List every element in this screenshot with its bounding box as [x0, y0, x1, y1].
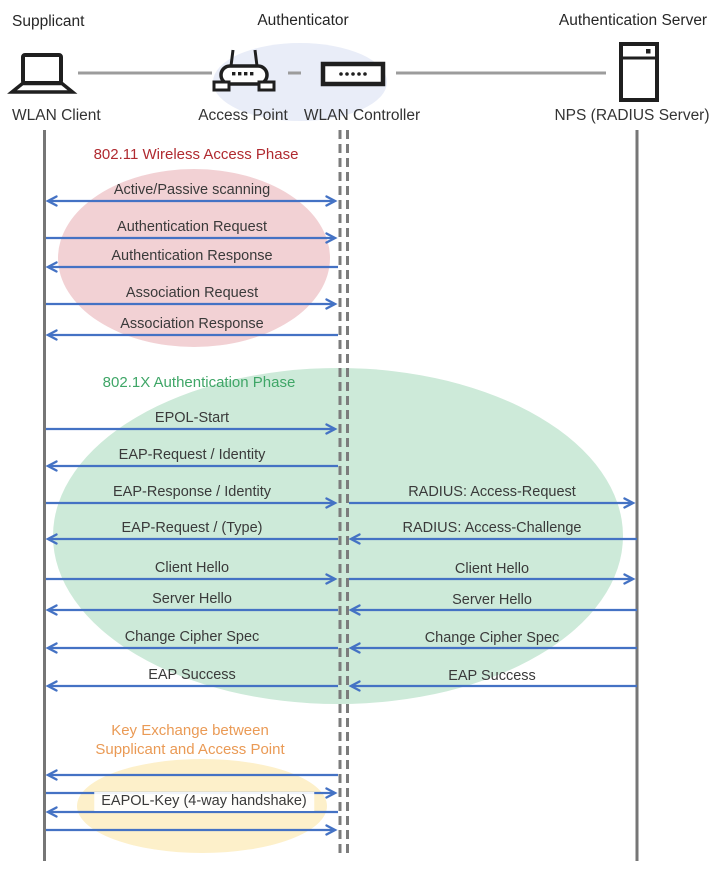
device-wlan-client: WLAN Client	[12, 107, 101, 124]
msg-eap-response-identity: EAP-Response / Identity	[113, 484, 271, 500]
msg-active-passive-scanning: Active/Passive scanning	[113, 182, 271, 198]
role-authentication-server: Authentication Server	[558, 12, 708, 29]
msg-epol-start: EPOL-Start	[154, 410, 230, 426]
msg-association-request: Association Request	[125, 285, 259, 301]
msg-authentication-response: Authentication Response	[111, 248, 273, 264]
msg-server-hello-right: Server Hello	[452, 592, 532, 608]
msg-eap-success-left: EAP Success	[148, 667, 236, 683]
msg-eap-request-type: EAP-Request / (Type)	[121, 520, 263, 536]
msg-eap-request-identity: EAP-Request / Identity	[118, 447, 266, 463]
phase3-title-line1: Key Exchange between	[111, 722, 269, 739]
msg-client-hello-right: Client Hello	[454, 561, 530, 577]
phase1-title: 802.11 Wireless Access Phase	[93, 146, 299, 163]
phase3-title-line2: Supplicant and Access Point	[95, 741, 285, 758]
msg-server-hello-left: Server Hello	[152, 591, 232, 607]
msg-change-cipher-spec-right: Change Cipher Spec	[424, 630, 560, 646]
msg-authentication-request: Authentication Request	[117, 219, 267, 235]
role-authenticator: Authenticator	[257, 12, 349, 29]
msg-association-response: Association Response	[120, 316, 264, 332]
phase2-title: 802.1X Authentication Phase	[102, 374, 296, 391]
laptop-icon	[12, 55, 73, 92]
msg-change-cipher-spec-left: Change Cipher Spec	[124, 629, 260, 645]
msg-client-hello-left: Client Hello	[154, 560, 230, 576]
device-nps-radius-server: NPS (RADIUS Server)	[554, 107, 710, 124]
wlan-controller-icon	[323, 64, 383, 84]
msg-eapol-key-handshake: EAPOL-Key (4-way handshake)	[94, 792, 314, 811]
role-supplicant: Supplicant	[12, 13, 85, 30]
msg-radius-access-challenge: RADIUS: Access-Challenge	[402, 520, 582, 536]
msg-eap-success-right: EAP Success	[448, 668, 536, 684]
device-access-point: Access Point	[198, 107, 288, 124]
msg-radius-access-request: RADIUS: Access-Request	[408, 484, 576, 500]
device-wlan-controller: WLAN Controller	[303, 107, 421, 124]
server-icon	[621, 44, 657, 100]
